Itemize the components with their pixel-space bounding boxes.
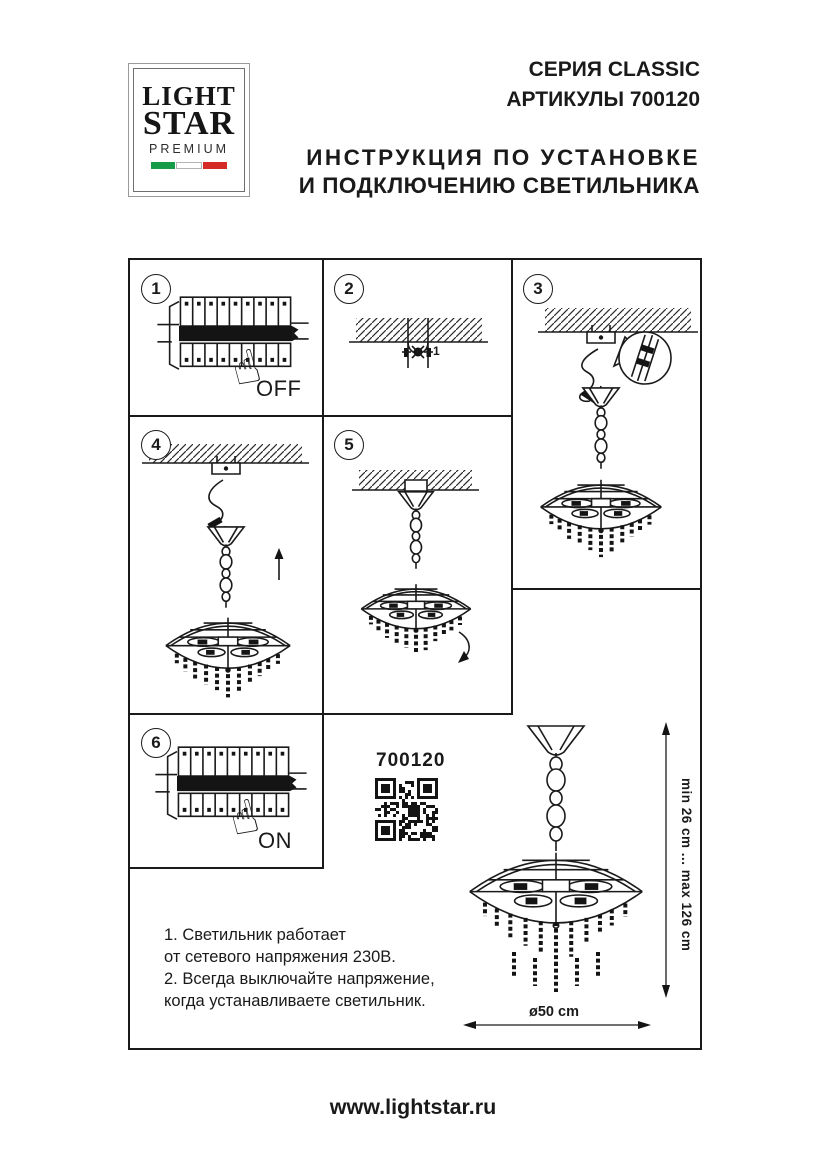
step-number-badge: 4 bbox=[141, 430, 171, 460]
logo-word-light: LIGHT bbox=[142, 81, 236, 111]
flag-white-stripe bbox=[176, 162, 202, 169]
safety-notes bbox=[164, 924, 454, 1012]
flag-green-stripe bbox=[151, 162, 175, 169]
step-number-badge: 2 bbox=[334, 274, 364, 304]
italy-flag-icon bbox=[151, 162, 227, 169]
steps-grid bbox=[128, 258, 702, 1050]
step3-hang-and-connect-illustration bbox=[512, 260, 700, 589]
part-callout-1: 1 bbox=[433, 344, 440, 358]
step5-fix-and-trim-illustration bbox=[323, 416, 512, 714]
step-number-badge: 6 bbox=[141, 728, 171, 758]
power-off-label: OFF bbox=[256, 376, 302, 401]
note-line: 1. Светильник работает bbox=[164, 926, 346, 944]
article-number: 700120 bbox=[376, 750, 446, 771]
lightstar-logo-frame bbox=[133, 68, 245, 192]
note-line: 2. Всегда выключайте напряжение, bbox=[164, 970, 435, 988]
flag-red-stripe bbox=[203, 162, 227, 169]
product-dimension-drawing bbox=[451, 714, 703, 1044]
step4-lift-canopy-illustration bbox=[130, 416, 323, 714]
step-number-badge: 5 bbox=[334, 430, 364, 460]
step-number-badge: 3 bbox=[523, 274, 553, 304]
website-url: www.lightstar.ru bbox=[329, 1095, 497, 1119]
step-panel-3 bbox=[512, 260, 700, 589]
step-panel-6 bbox=[130, 714, 323, 867]
step-panel-5 bbox=[323, 416, 512, 714]
article-title: АРТИКУЛЫ 700120 bbox=[506, 88, 700, 111]
height-range-label: min 26 cm ... max 126 cm bbox=[679, 778, 694, 952]
step-panel-1 bbox=[130, 260, 323, 416]
instruction-title-line1: ИНСТРУКЦИЯ ПО УСТАНОВКЕ bbox=[306, 145, 700, 170]
grid-divider bbox=[130, 867, 324, 869]
note-line: от сетевого напряжения 230В. bbox=[164, 948, 396, 966]
logo-premium-label: PREMIUM bbox=[148, 142, 230, 156]
step-panel-4 bbox=[130, 416, 323, 714]
instruction-title-line2: И ПОДКЛЮЧЕНИЮ СВЕТИЛЬНИКА bbox=[298, 173, 700, 198]
diameter-dimension-arrow bbox=[463, 1021, 651, 1029]
power-on-label: ON bbox=[258, 828, 292, 853]
step-panel-2 bbox=[323, 260, 512, 416]
instruction-title bbox=[299, 144, 700, 200]
qr-code bbox=[375, 778, 438, 841]
logo-word-star: STAR bbox=[142, 105, 236, 142]
diameter-label: ø50 cm bbox=[529, 1004, 579, 1020]
note-line: когда устанавливаете светильник. bbox=[164, 992, 426, 1010]
height-dimension-arrow bbox=[662, 722, 670, 998]
step-number-badge: 1 bbox=[141, 274, 171, 304]
series-title: СЕРИЯ CLASSIC bbox=[528, 58, 700, 81]
lightstar-logo bbox=[128, 63, 250, 197]
